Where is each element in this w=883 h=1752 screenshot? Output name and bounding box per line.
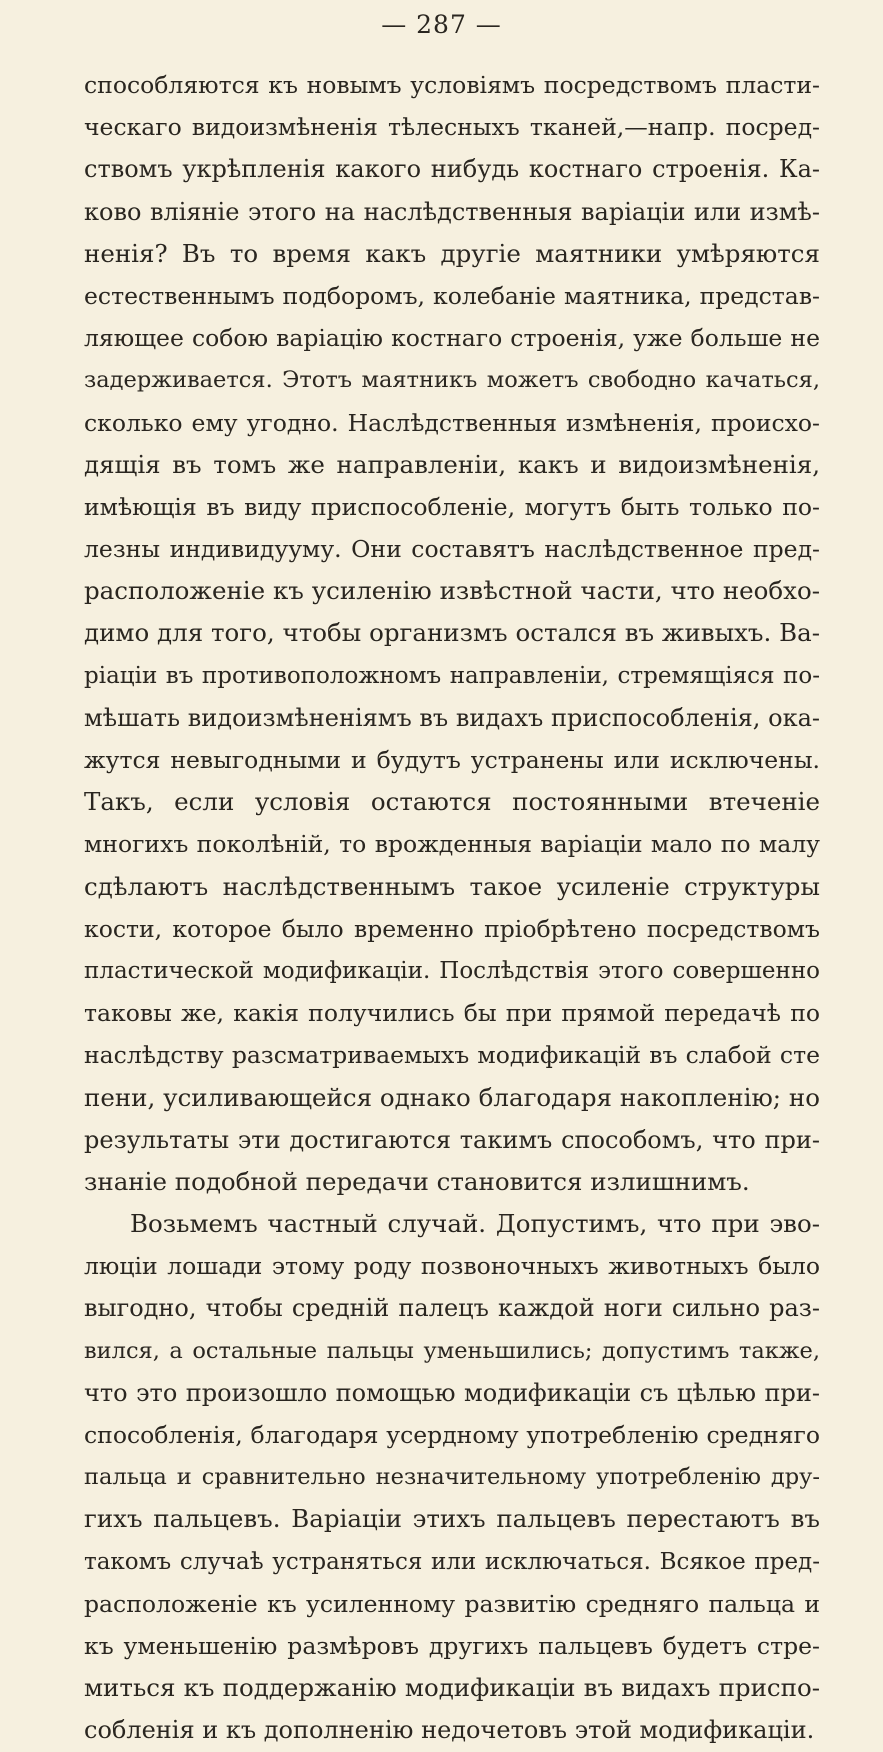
text-line: что это произошло помощью модификаціи съ цѣлью при- bbox=[84, 1378, 820, 1407]
text-line: къ уменьшенію размѣровъ другихъ пальцевъ будетъ стре- bbox=[84, 1631, 820, 1660]
paragraph-end-line: знаніе подобной передачи становится излишнимъ. bbox=[84, 1166, 750, 1196]
text-line: кости, которое было временно пріобрѣтено посредствомъ bbox=[84, 914, 820, 943]
text-line: пластической модификаціи. Послѣдствія этого совершенно bbox=[84, 957, 820, 984]
text-line: Такъ, если условія остаются постоянными втеченіе bbox=[84, 787, 820, 817]
text-line: задерживается. Этотъ маятникъ можетъ свободно качаться, bbox=[84, 367, 820, 394]
text-line: ріаціи въ противоположномъ направленіи, стремящіяся по- bbox=[84, 662, 820, 689]
text-line: сколько ему угодно. Наслѣдственныя измѣненія, происхо- bbox=[84, 408, 820, 437]
text-line: ческаго видоизмѣненія тѣлесныхъ тканей,—напр. посред- bbox=[84, 113, 820, 142]
text-line: расположеніе къ усиленію извѣстной части, что необхо- bbox=[84, 576, 820, 606]
text-line: таковы же, какія получились бы при прямой передачѣ по bbox=[84, 999, 820, 1028]
text-line: ляющее собою варіацію костнаго строенія, уже больше не bbox=[84, 324, 820, 353]
text-line: пальца и сравнительно незначительному употребленію дру- bbox=[84, 1464, 820, 1491]
text-line: расположеніе къ усиленному развитію средняго пальца и bbox=[84, 1589, 820, 1618]
text-line: жутся невыгодными и будутъ устранены или исключены. bbox=[84, 746, 820, 774]
text-line: димо для того, чтобы организмъ остался въ живыхъ. Ва- bbox=[84, 618, 820, 648]
text-line: наслѣдству разсматриваемыхъ модификацій въ слабой сте bbox=[84, 1041, 820, 1070]
text-line: сдѣлаютъ наслѣдственнымъ такое усиленіе структуры bbox=[84, 871, 820, 901]
text-line: гихъ пальцевъ. Варіаціи этихъ пальцевъ перестаютъ въ bbox=[84, 1504, 820, 1534]
text-line: ково вліяніе этого на наслѣдственныя варіаціи или измѣ- bbox=[84, 197, 820, 226]
paragraph-start-line: Возьмемъ частный случай. Допустимъ, что при эво- bbox=[130, 1209, 820, 1239]
page-number: — 287 — bbox=[381, 10, 502, 39]
text-line: способленія, благодаря усердному употребленію средняго bbox=[84, 1421, 820, 1449]
text-line: ствомъ укрѣпленія какого нибудь костнаго строенія. Ка- bbox=[84, 155, 820, 184]
text-line: собленія и къ дополненію недочетовъ этой модификаціи. bbox=[84, 1716, 815, 1745]
text-line: вился, а остальные пальцы уменьшились; допустимъ также, bbox=[84, 1337, 820, 1364]
text-line: результаты эти достигаются такимъ способомъ, что при- bbox=[84, 1125, 820, 1154]
text-line: способляются къ новымъ условіямъ посредствомъ пласти- bbox=[84, 71, 820, 99]
text-line: естественнымъ подборомъ, колебаніе маятника, представ- bbox=[84, 281, 820, 310]
text-line: пени, усиливающейся однако благодаря накопленію; но bbox=[84, 1082, 820, 1112]
text-line: люціи лошади этому роду позвоночныхъ животныхъ было bbox=[84, 1252, 820, 1281]
text-line: выгодно, чтобы средній палецъ каждой ноги сильно раз- bbox=[84, 1294, 820, 1323]
text-line: такомъ случаѣ устраняться или исключаться. Всякое пред- bbox=[84, 1548, 820, 1575]
text-line: лезны индивидууму. Они составятъ наслѣдственное пред- bbox=[84, 535, 820, 564]
text-line: имѣющія въ виду приспособленіе, могутъ быть только по- bbox=[84, 492, 820, 521]
text-line: миться къ поддержанію модификаціи въ видахъ приспо- bbox=[84, 1673, 820, 1703]
text-line: многихъ поколѣній, то врожденныя варіаціи мало по малу bbox=[84, 830, 820, 859]
body-text bbox=[84, 64, 820, 1752]
text-line: дящія въ томъ же направленіи, какъ и видоизмѣненія, bbox=[84, 449, 820, 479]
text-line: ненія? Въ то время какъ другіе маятники умѣряются bbox=[84, 238, 820, 268]
text-line: мѣшать видоизмѣненіямъ въ видахъ приспособленія, ока- bbox=[84, 703, 820, 732]
